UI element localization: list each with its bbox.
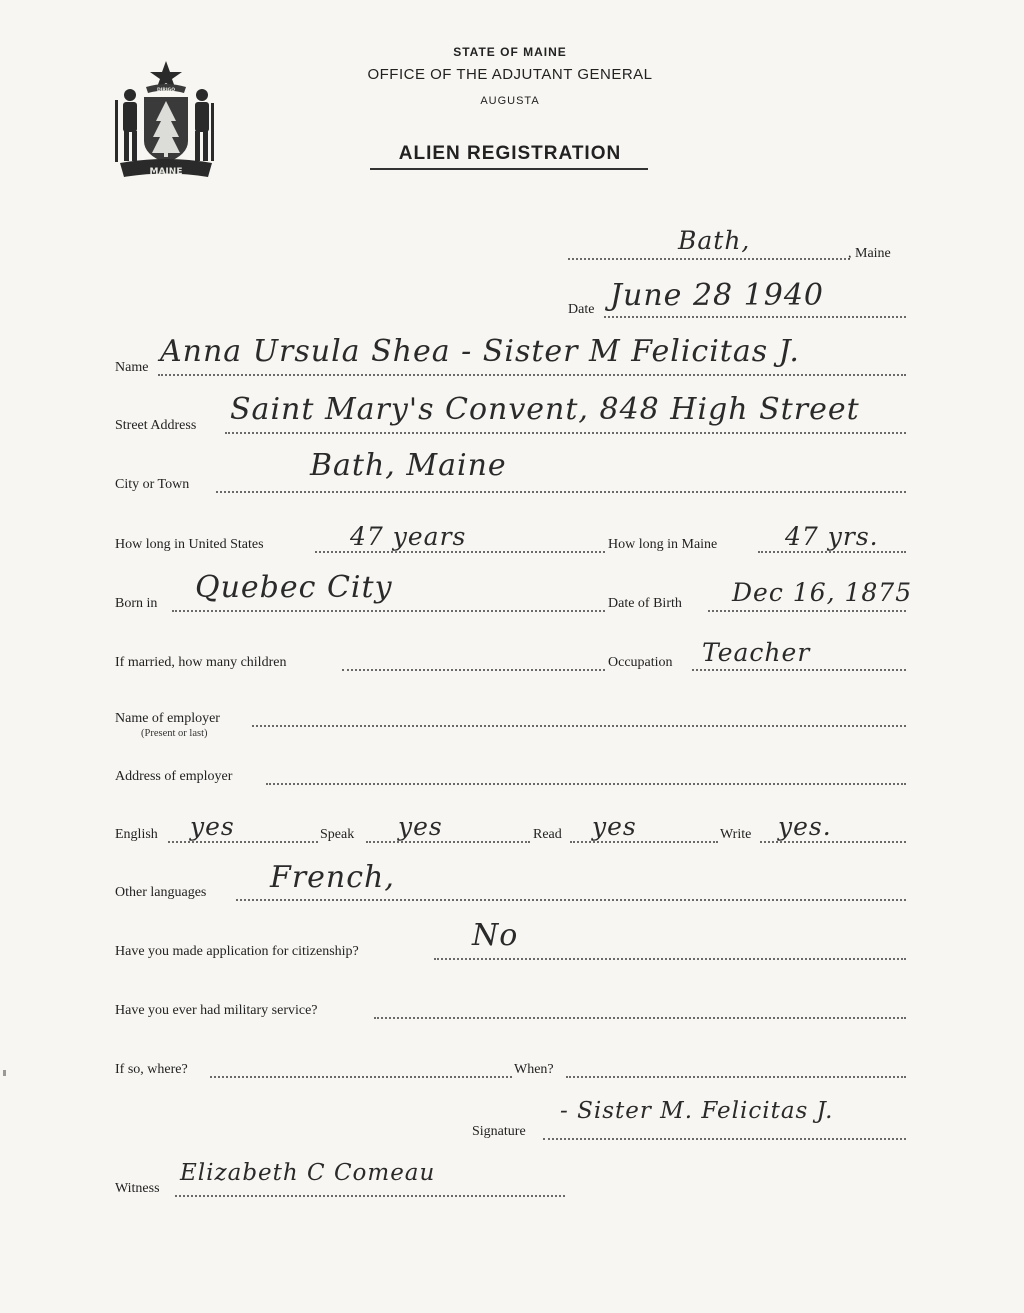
street-address-label: Street Address xyxy=(115,418,197,433)
employer-name-line xyxy=(252,725,906,727)
if-so-where-label: If so, where? xyxy=(115,1062,188,1077)
city-line xyxy=(216,491,906,493)
children-line xyxy=(342,669,605,671)
write-value: yes. xyxy=(778,812,832,841)
scan-mark xyxy=(3,1070,6,1076)
occupation-line xyxy=(692,669,906,671)
town-line xyxy=(568,258,850,260)
town-value: Bath, xyxy=(678,226,751,255)
witness-line xyxy=(175,1195,565,1197)
witness-label: Witness xyxy=(115,1181,160,1196)
other-languages-line xyxy=(236,899,906,901)
date-line xyxy=(604,316,906,318)
how-long-us-label: How long in United States xyxy=(115,537,264,552)
svg-text:MAINE: MAINE xyxy=(149,167,183,177)
name-value: Anna Ursula Shea - Sister M Felicitas J. xyxy=(160,334,800,369)
date-of-birth-label: Date of Birth xyxy=(608,596,682,611)
street-address-line xyxy=(225,432,906,434)
maine-state-seal-icon xyxy=(110,55,222,183)
date-value: June 28 1940 xyxy=(610,278,825,313)
svg-text:DIRIGO: DIRIGO xyxy=(156,88,176,93)
how-long-maine-label: How long in Maine xyxy=(608,537,718,552)
citizenship-value: No xyxy=(472,918,519,953)
write-label: Write xyxy=(720,827,752,842)
read-label: Read xyxy=(533,827,562,842)
title-underline xyxy=(370,168,648,170)
when-line xyxy=(566,1076,906,1078)
how-long-maine-value: 47 yrs. xyxy=(785,522,879,551)
city-label: City or Town xyxy=(115,477,190,492)
how-long-maine-line xyxy=(758,551,906,553)
military-label: Have you ever had military service? xyxy=(115,1003,318,1018)
employer-address-line xyxy=(266,783,906,785)
name-line xyxy=(158,374,906,376)
occupation-label: Occupation xyxy=(608,655,673,670)
children-label: If married, how many children xyxy=(115,655,287,670)
english-value: yes xyxy=(190,812,235,841)
form-title: ALIEN REGISTRATION xyxy=(398,143,622,164)
other-languages-value: French, xyxy=(270,860,395,895)
other-languages-label: Other languages xyxy=(115,885,207,900)
signature-label: Signature xyxy=(472,1124,526,1139)
born-in-value: Quebec City xyxy=(195,570,393,605)
military-line xyxy=(374,1017,906,1019)
town-suffix: , Maine xyxy=(848,246,891,261)
signature-value: - Sister M. Felicitas J. xyxy=(560,1098,834,1124)
how-long-us-line xyxy=(315,551,605,553)
born-in-line xyxy=(172,610,605,612)
employer-name-sublabel: (Present or last) xyxy=(141,728,208,739)
english-line xyxy=(168,841,318,843)
citizenship-label: Have you made application for citizenship? xyxy=(115,944,359,959)
date-of-birth-value: Dec 16, 1875 xyxy=(732,578,913,607)
street-address-value: Saint Mary's Convent, 848 High Street xyxy=(230,392,860,427)
witness-value: Elizabeth C Comeau xyxy=(180,1160,436,1186)
speak-label: Speak xyxy=(320,827,355,842)
speak-line xyxy=(366,841,530,843)
english-label: English xyxy=(115,827,158,842)
born-in-label: Born in xyxy=(115,596,158,611)
name-label: Name xyxy=(115,360,149,375)
occupation-value: Teacher xyxy=(702,638,811,667)
signature-line xyxy=(543,1138,906,1140)
employer-address-label: Address of employer xyxy=(115,769,233,784)
header-state: STATE OF MAINE xyxy=(453,45,567,59)
read-value: yes xyxy=(592,812,637,841)
if-so-where-line xyxy=(210,1076,512,1078)
date-of-birth-line xyxy=(708,610,906,612)
how-long-us-value: 47 years xyxy=(350,522,467,551)
speak-value: yes xyxy=(398,812,443,841)
citizenship-line xyxy=(434,958,906,960)
header-city: AUGUSTA xyxy=(480,95,540,107)
date-label: Date xyxy=(568,302,595,317)
employer-name-label: Name of employer xyxy=(115,711,220,726)
write-line xyxy=(760,841,906,843)
read-line xyxy=(570,841,718,843)
city-value: Bath, Maine xyxy=(310,448,507,483)
header-office: OFFICE OF THE ADJUTANT GENERAL xyxy=(367,66,653,83)
when-label: When? xyxy=(514,1062,554,1077)
